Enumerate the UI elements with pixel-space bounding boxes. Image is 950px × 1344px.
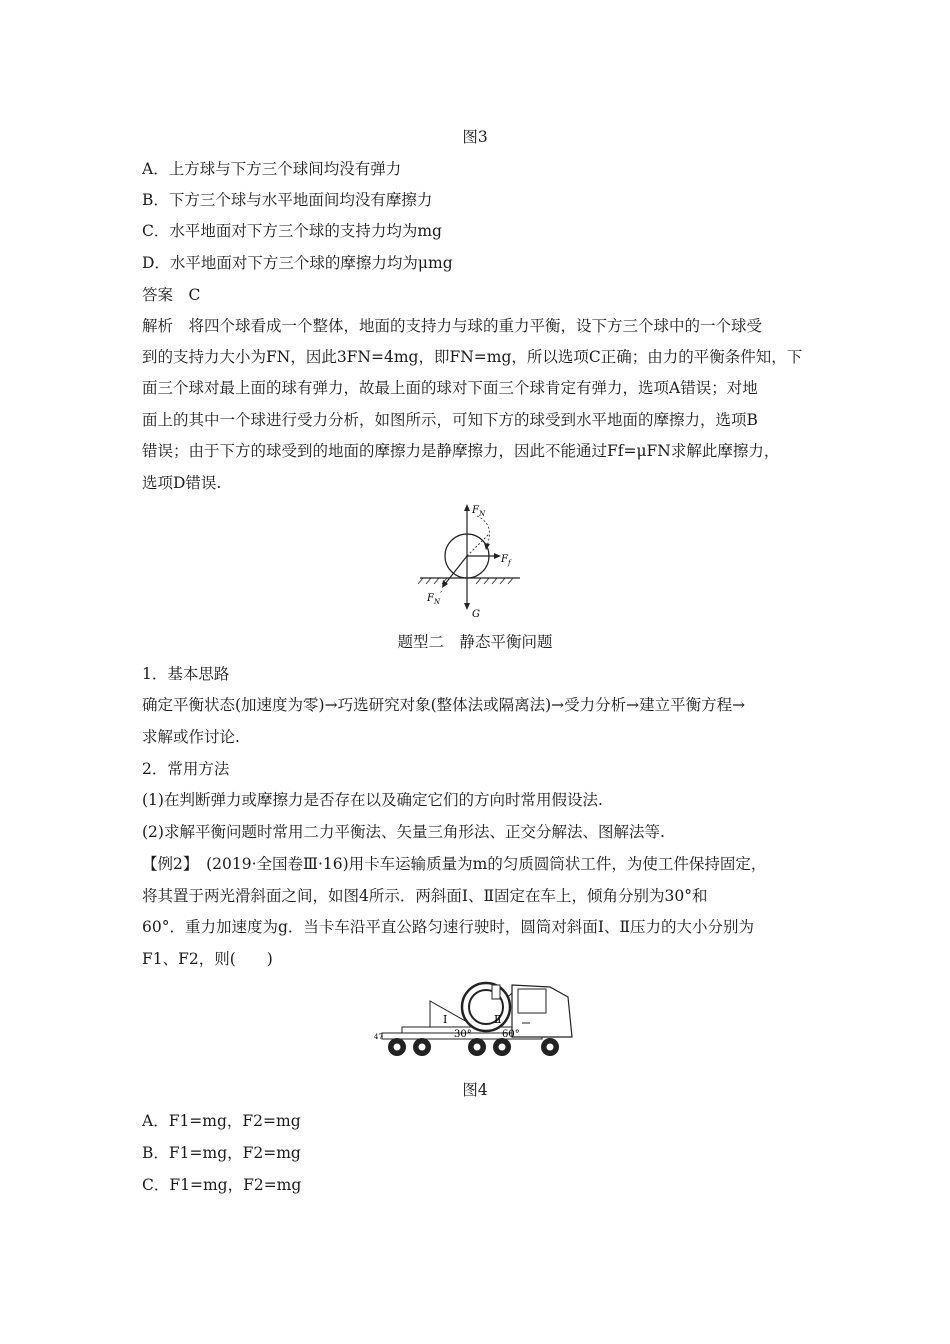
option2-b: B．F1=mg，F2=mg	[142, 1144, 301, 1162]
slope-label-2: Ⅱ	[494, 1013, 502, 1026]
section-title: 题型二 静态平衡问题	[397, 633, 553, 651]
fn-prime-label: $F_N'$	[427, 591, 443, 606]
analysis-line-1: 解析 将四个球看成一个整体，地面的支持力与球的重力平衡，设下方三个球中的一个球受	[142, 317, 763, 335]
slope-label-1: Ⅰ	[443, 1013, 448, 1026]
answer: 答案 C	[142, 286, 201, 304]
option2-c: C．F1=mg，F2=mg	[142, 1176, 302, 1194]
example-line-2: 将其置于两光滑斜面之间，如图4所示．两斜面Ⅰ、Ⅱ固定在车上，倾角分别为30°和	[142, 887, 708, 905]
fn-label: $F_N$	[472, 505, 486, 518]
example-line-1: 【例2】 (2019·全国卷Ⅲ·16)用卡车运输质量为m的匀质圆筒状工件，为使工件保持固定，	[142, 855, 767, 873]
g-label: G	[472, 609, 480, 618]
method-title: 2．常用方法	[142, 760, 230, 778]
basic-line-2: 求解或作讨论.	[142, 728, 240, 746]
analysis-line-5: 错误；由于下方的球受到的地面的摩擦力是静摩擦力，因此不能通过Ff=μFN求解此摩擦力，	[142, 442, 780, 460]
method-line-1: (1)在判断弹力或摩擦力是否存在以及确定它们的方向时常用假设法.	[142, 791, 603, 809]
basic-line-1: 确定平衡状态(加速度为零)→巧选研究对象(整体法或隔离法)→受力分析→建立平衡方程→	[142, 696, 746, 714]
truck-diagram	[372, 975, 582, 1065]
figure4-caption: 图4	[462, 1081, 488, 1099]
angle-60: 60°	[502, 1029, 520, 1040]
option-c: C．水平地面对下方三个球的支持力均为mg	[142, 222, 442, 240]
truck-mark: 47	[374, 1033, 383, 1041]
analysis-line-2: 到的支持力大小为FN，因此3FN=4mg，即FN=mg，所以选项C正确；由力的平衡条件知，下	[142, 348, 803, 366]
angle-30: 30°	[454, 1029, 472, 1040]
example-line-3: 60°．重力加速度为g．当卡车沿平直公路匀速行驶时，圆筒对斜面Ⅰ、Ⅱ压力的大小分别为	[142, 918, 755, 936]
analysis-line-4: 面上的其中一个球进行受力分析，如图所示，可知下方的球受到水平地面的摩擦力，选项B	[142, 411, 758, 429]
option-d: D．水平地面对下方三个球的摩擦力均为μmg	[142, 254, 453, 272]
figure3-caption: 图3	[462, 128, 488, 146]
example-line-4: F1、F2，则( )	[142, 950, 273, 968]
option2-a: A．F1=mg，F2=mg	[142, 1112, 301, 1130]
analysis-line-3: 面三个球对最上面的球有弹力，故最上面的球对下面三个球肯定有弹力，选项A错误；对地	[142, 379, 758, 397]
ball-force-diagram	[415, 500, 525, 618]
method-line-2: (2)求解平衡问题时常用二力平衡法、矢量三角形法、正交分解法、图解法等.	[142, 823, 665, 841]
ff-label: $F_f$	[501, 554, 511, 567]
analysis-line-6: 选项D错误.	[142, 474, 222, 492]
basic-title: 1．基本思路	[142, 665, 230, 683]
option-a: A．上方球与下方三个球间均没有弹力	[142, 160, 402, 178]
option-b: B．下方三个球与水平地面间均没有摩擦力	[142, 191, 433, 209]
